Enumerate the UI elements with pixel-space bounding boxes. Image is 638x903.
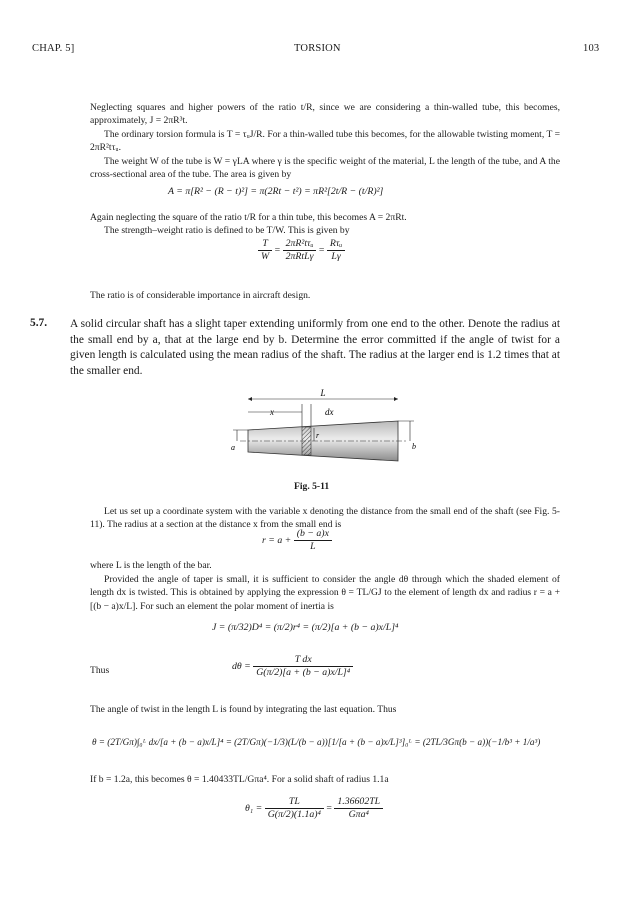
- radius-lhs: r = a +: [262, 534, 292, 546]
- label-b: b: [412, 442, 416, 451]
- theta1-lhs: θ₁ =: [245, 802, 263, 814]
- dtheta-lhs: dθ =: [232, 660, 251, 672]
- ratio-rhs-den: Lγ: [331, 251, 341, 262]
- equation-radius: [262, 528, 332, 553]
- dtheta-num: T dx: [253, 654, 353, 667]
- page-number: 103: [583, 43, 600, 54]
- equation-theta: θ = (2T/Gπ)∫₀ᴸ dx/[a + (b − a)x/L]⁴ = (2T/Gπ)(−1/3)(L/(b − a))[1/[a + (b − a)x/L]³]₀ᴸ = (2TL/3Gπ(b − a))(−1/b³ + 1/a³): [92, 737, 541, 747]
- paragraph-neglect: Neglecting squares and higher powers of the ratio t/R, since we are considering a thin-walled tube, this becomes, approximately, J = 2πR³t.: [90, 102, 560, 127]
- paragraph-coordinate-system: Let us set up a coordinate system with the variable x denoting the distance from the small end of the shaft (see Fig. 5-11). The radius at a section at the distance x from the small end is: [90, 506, 560, 531]
- paragraph-integration: The angle of twist in the length L is found by integrating the last equation. Thus: [90, 704, 397, 715]
- paragraph-weight: The weight W of the tube is W = γLA where γ is the specific weight of the material, L the length of the tube, and A the cross-sectional area of the tube. The area is given by: [90, 156, 560, 181]
- paragraph-angle-of-taper: Provided the angle of taper is small, it is sufficient to consider the angle dθ through which the shaded element of length dx is twisted. This is obtained by applying the expression θ = TL/GJ to the element of length dx and radius r = a + [(b − a)x/L]. For such an element the polar moment of inertia is: [90, 574, 560, 612]
- ratio-lhs-num: T: [258, 238, 272, 251]
- ratio-lhs-den: W: [261, 251, 270, 262]
- radius-num: (b − a)x: [294, 528, 332, 541]
- label-x: x: [270, 407, 274, 417]
- chapter-label: CHAP. 5]: [32, 43, 75, 54]
- thus-label: Thus: [90, 665, 110, 676]
- label-a: a: [231, 443, 235, 452]
- label-L: L: [320, 388, 326, 398]
- theta1-num1: TL: [265, 796, 324, 809]
- equation-area: A = π[R² − (R − t)²] = π(2Rt − t²) = πR²[2t/R − (t/R)²]: [168, 186, 384, 197]
- label-r: r: [316, 431, 320, 440]
- theta1-num2: 1.36602TL: [334, 796, 383, 809]
- paragraph-aircraft: The ratio is of considerable importance in aircraft design.: [90, 290, 311, 301]
- theta1-den2: Gπa⁴: [348, 809, 369, 820]
- dtheta-den: G(π/2)[a + (b − a)x/L]⁴: [256, 667, 351, 678]
- paragraph-b-equals: If b = 1.2a, this becomes θ = 1.40433TL/Gπa⁴. For a solid shaft of radius 1.1a: [90, 774, 389, 785]
- paragraph-strength-weight: The strength–weight ratio is defined to be T/W. This is given by: [104, 225, 350, 236]
- label-dx: dx: [325, 407, 334, 417]
- radius-den: L: [310, 541, 316, 552]
- ratio-mid-den: 2πRtLγ: [285, 251, 314, 262]
- paragraph-thin-tube: Again neglecting the square of the ratio t/R for a thin tube, this becomes A = 2πRt.: [90, 212, 407, 223]
- paragraph-bar-length: where L is the length of the bar.: [90, 560, 212, 571]
- equation-dtheta: [232, 654, 353, 679]
- ratio-rhs-num: Rτᵤ: [327, 238, 345, 251]
- theta1-den1: G(π/2)(1.1a)⁴: [267, 809, 321, 820]
- figure-caption: Fig. 5-11: [294, 481, 330, 492]
- problem-text: A solid circular shaft has a slight taper extending uniformly from one end to the other. Denote the radius at the small end by a, that at the large end by b. Determine the error committed if the angle of twist for a given length is calculated using the mean radius of the shaft. The radius at the larger end is 1.2 times that at the smaller end.: [70, 318, 560, 377]
- running-title: TORSION: [294, 43, 341, 54]
- equation-strength-ratio: $\frac{T}{W}$ = $\frac{\text{2πR²tτᵤ}}{\text{2πRtLγ}}$ = $\frac{\text{Rτᵤ}}{L\gamma}$: [258, 238, 345, 263]
- problem-number: 5.7.: [30, 317, 48, 329]
- problem-5-7: [0, 317, 638, 387]
- paragraph-torsion-formula: The ordinary torsion formula is T = τᵤJ/R. For a thin-walled tube this becomes, for the allowable twisting moment, T = 2πR²tτᵤ.: [90, 129, 560, 154]
- equation-theta1: θ₁ = $\frac{TL}{\text{G(π/2)(1.1a)⁴}}$ = $\frac{1.36602TL}{\text{Gπa⁴}}$: [245, 796, 383, 821]
- tapered-shaft-figure: [222, 388, 422, 476]
- ratio-mid-num: 2πR²tτᵤ: [283, 238, 317, 251]
- equation-polar-moment: J = (π/32)D⁴ = (π/2)r⁴ = (π/2)[a + (b − a)x/L]⁴: [212, 622, 399, 633]
